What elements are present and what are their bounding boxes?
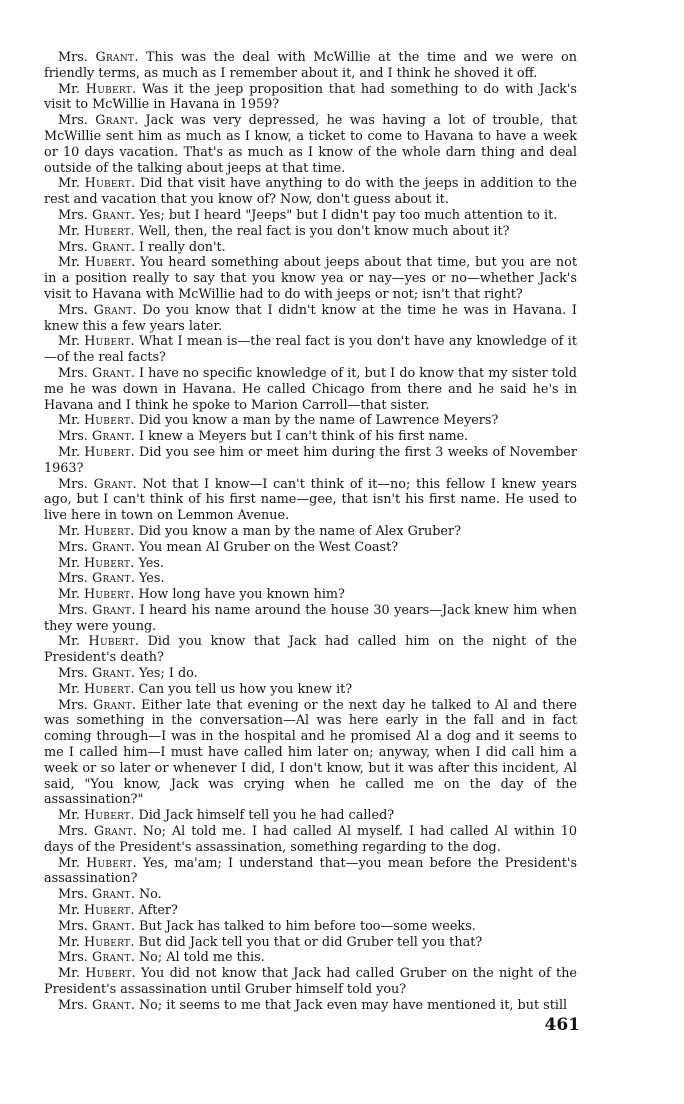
speaker-name: Mrs. Grant: [58, 950, 131, 966]
speaker-surname: Grant: [92, 602, 132, 618]
speech-paragraph: Mrs. Grant. Jack was very depressed, he was having a lot of trouble, that McWillie sent him as much as I know, a ticket to come to Havana to have a week or 10 days vacation. That's as much as I know of the whole darn thing and deal outside of the talking about jeeps at that time.: [44, 113, 577, 176]
speaker-surname: Hubert: [83, 223, 131, 239]
speech-paragraph: Mrs. Grant. Yes; but I heard "Jeeps" but I didn't pay too much attention to it.: [58, 207, 558, 223]
speech-paragraph: Mrs. Grant. But Jack has talked to him before too—some weeks.: [58, 918, 476, 934]
speech-paragraph: Mr. Hubert. Did that visit have anything to do with the jeeps in addition to the rest and vacation that you know of? Now, don't guess about it.: [44, 176, 577, 208]
speech-paragraph: Mrs. Grant. Do you know that I didn't know at the time he was in Havana. I knew this a few years later.: [44, 302, 577, 334]
speech-paragraph: Mrs. Grant. I knew a Meyers but I can't think of his first name.: [58, 429, 469, 445]
speech-paragraph: Mrs. Grant. No.: [58, 887, 162, 903]
speech-paragraph: Mr. Hubert. You did not know that Jack had called Gruber on the night of the President's assassination until Gruber himself told you?: [44, 966, 578, 998]
speech-paragraph: Mr. Hubert. Can you tell us how you knew it?: [58, 681, 353, 697]
speaker-surname: Hubert: [84, 176, 132, 192]
dialogue: [44, 50, 577, 1014]
speaker-surname: Hubert: [83, 903, 131, 919]
speaker-name: Mrs. Grant: [58, 697, 132, 713]
speaker-surname: Grant: [91, 571, 131, 587]
speech-paragraph: Mr. Hubert. Did you know that Jack had called him on the night of the President's death?: [44, 634, 577, 666]
speaker-name: Mr. Hubert: [58, 413, 131, 429]
speech-paragraph: Mrs. Grant. No; Al told me this.: [58, 950, 265, 966]
speech-paragraph: Mr. Hubert. Did you see him or meet him during the first 3 weeks of November 1963?: [44, 444, 577, 476]
speaker-surname: Grant: [91, 666, 131, 682]
speaker-name: Mr. Hubert: [58, 334, 131, 350]
speaker-surname: Grant: [91, 950, 131, 966]
speaker-surname: Grant: [91, 429, 131, 445]
speech-paragraph: Mr. Hubert. Did you know a man by the name of Lawrence Meyers?: [58, 413, 499, 429]
speaker-name: Mrs. Grant: [58, 429, 131, 445]
speaker-surname: Hubert: [88, 634, 135, 650]
speaker-name: Mr. Hubert: [58, 681, 131, 697]
speaker-surname: Grant: [91, 887, 131, 903]
speaker-surname: Hubert: [84, 444, 131, 460]
speaker-surname: Grant: [91, 239, 131, 255]
speaker-name: Mrs. Grant: [58, 539, 131, 555]
speech-paragraph: Mrs. Grant. Either late that evening or the next day he talked to Al and there was something in the conversation—Al was here early in the fall and in fact coming through—I was in the hospital and he promised Al a dog and it seems to me I called him—I must have called him later on; anyway, when I did call him a week or so later or whenever I did, I don't know, but it was after this incident, Al said, "You know, Jack was crying when he called me on the day of the assassination?": [44, 697, 577, 808]
speaker-surname: Grant: [93, 824, 133, 840]
speaker-surname: Grant: [91, 539, 131, 555]
speech-paragraph: Mrs. Grant. This was the deal with McWillie at the time and we were on friendly terms, as much as I remember about it, and I think he shoved it off.: [44, 50, 577, 81]
page-number: 461: [544, 1015, 580, 1035]
speaker-name: Mr. Hubert: [58, 255, 132, 271]
speech-paragraph: Mr. Hubert. After?: [58, 903, 178, 919]
speech-paragraph: Mr. Hubert. Did you know a man by the name of Alex Gruber?: [58, 523, 461, 539]
speaker-name: Mr. Hubert: [58, 634, 135, 650]
speaker-name: Mrs. Grant: [58, 239, 131, 255]
speaker-surname: Hubert: [83, 934, 131, 950]
speaker-name: Mr. Hubert: [58, 934, 131, 950]
speaker-surname: Grant: [95, 50, 135, 65]
speaker-name: Mr. Hubert: [58, 587, 131, 603]
speech-paragraph: Mr. Hubert. Did Jack himself tell you he had called?: [58, 808, 395, 824]
speaker-name: Mrs. Grant: [58, 365, 131, 381]
speaker-name: Mr. Hubert: [58, 903, 131, 919]
speaker-name: Mrs. Grant: [58, 824, 133, 840]
speaker-surname: Hubert: [83, 555, 131, 571]
speaker-surname: Hubert: [83, 413, 131, 429]
speaker-name: Mr. Hubert: [58, 966, 132, 982]
speaker-name: Mr. Hubert: [58, 223, 131, 239]
speech-paragraph: Mr. Hubert. You heard something about jeeps about that time, but you are not in a position really to say that you know yea or nay—yes or no—whether Jack's visit to Havana with McWillie had to do with jeeps or not; isn't that right?: [44, 255, 578, 302]
speaker-name: Mrs. Grant: [58, 113, 135, 129]
speaker-surname: Hubert: [86, 855, 133, 871]
speaker-name: Mrs. Grant: [58, 476, 133, 492]
speaker-surname: Hubert: [83, 523, 131, 539]
speaker-surname: Hubert: [83, 681, 131, 697]
speech-paragraph: Mrs. Grant. No; it seems to me that Jack even may have mentioned it, but still: [58, 997, 568, 1013]
speaker-surname: Grant: [91, 918, 131, 934]
speech-paragraph: Mrs. Grant. Not that I know—I can't think of it—no; this fellow I knew years ago, but I can't think of his first name—gee, that isn't his first name. He used to live here in town on Lemmon Avenue.: [44, 476, 577, 524]
speaker-surname: Grant: [91, 207, 131, 223]
speaker-surname: Grant: [92, 697, 132, 713]
speaker-name: Mrs. Grant: [58, 302, 133, 318]
speaker-name: Mrs. Grant: [58, 997, 131, 1013]
speaker-name: Mr. Hubert: [58, 808, 131, 824]
speaker-name: Mr. Hubert: [58, 444, 131, 460]
speaker-surname: Hubert: [85, 81, 133, 97]
speaker-surname: Grant: [95, 113, 135, 129]
speech-paragraph: Mrs. Grant. Yes; I do.: [58, 666, 198, 682]
speaker-surname: Grant: [91, 997, 131, 1013]
speaker-surname: Hubert: [85, 966, 132, 982]
speaker-surname: Grant: [91, 365, 131, 381]
speaker-surname: Hubert: [83, 587, 131, 603]
speech-paragraph: Mrs. Grant. You mean Al Gruber on the West Coast?: [58, 539, 399, 555]
speech-paragraph: Mr. Hubert. Yes, ma'am; I understand that—you mean before the President's assassination?: [44, 855, 578, 887]
speech-paragraph: Mr. Hubert. Well, then, the real fact is you don't know much about it?: [58, 223, 510, 239]
speech-paragraph: Mr. Hubert. What I mean is—the real fact is you don't have any knowledge of it—of the real facts?: [44, 334, 577, 366]
speech-paragraph: Mr. Hubert. Yes.: [58, 555, 164, 571]
speaker-surname: Hubert: [84, 334, 131, 350]
speech-paragraph: Mr. Hubert. But did Jack tell you that or did Gruber tell you that?: [58, 934, 483, 950]
speaker-surname: Grant: [93, 476, 133, 492]
speech-paragraph: Mrs. Grant. Yes.: [58, 571, 165, 587]
speaker-surname: Hubert: [83, 808, 131, 824]
speaker-surname: Hubert: [84, 255, 132, 271]
speaker-name: Mr. Hubert: [58, 523, 131, 539]
speaker-name: Mrs. Grant: [58, 918, 131, 934]
speaker-name: Mr. Hubert: [58, 81, 133, 97]
speaker-name: Mrs. Grant: [58, 887, 131, 903]
speaker-name: Mr. Hubert: [58, 855, 133, 871]
speaker-name: Mr. Hubert: [58, 176, 132, 192]
speaker-name: Mrs. Grant: [58, 571, 131, 587]
speech-paragraph: Mr. Hubert. Was it the jeep proposition that had something to do with Jack's visit to McWillie in Havana in 1959?: [44, 81, 578, 113]
speaker-name: Mrs. Grant: [58, 602, 132, 618]
speaker-name: Mrs. Grant: [58, 207, 131, 223]
speech-paragraph: Mrs. Grant. No; Al told me. I had called Al myself. I had called Al within 10 days of the President's assassination, something regarding to the dog.: [44, 824, 577, 855]
speaker-name: Mr. Hubert: [58, 555, 131, 571]
speech-paragraph: Mrs. Grant. I have no specific knowledge of it, but I do know that my sister told me he was down in Havana. He called Chicago from there and he said he's in Havana and I think he spoke to Marion Carroll—that sister.: [44, 365, 577, 413]
speech-paragraph: Mrs. Grant. I really don't.: [58, 239, 226, 255]
speech-paragraph: Mrs. Grant. I heard his name around the house 30 years—Jack knew him when they were young.: [44, 602, 577, 634]
speaker-name: Mrs. Grant: [58, 666, 131, 682]
speaker-surname: Grant: [93, 302, 133, 318]
speaker-name: Mrs. Grant: [58, 50, 135, 65]
speech-paragraph: Mr. Hubert. How long have you known him?: [58, 587, 345, 603]
